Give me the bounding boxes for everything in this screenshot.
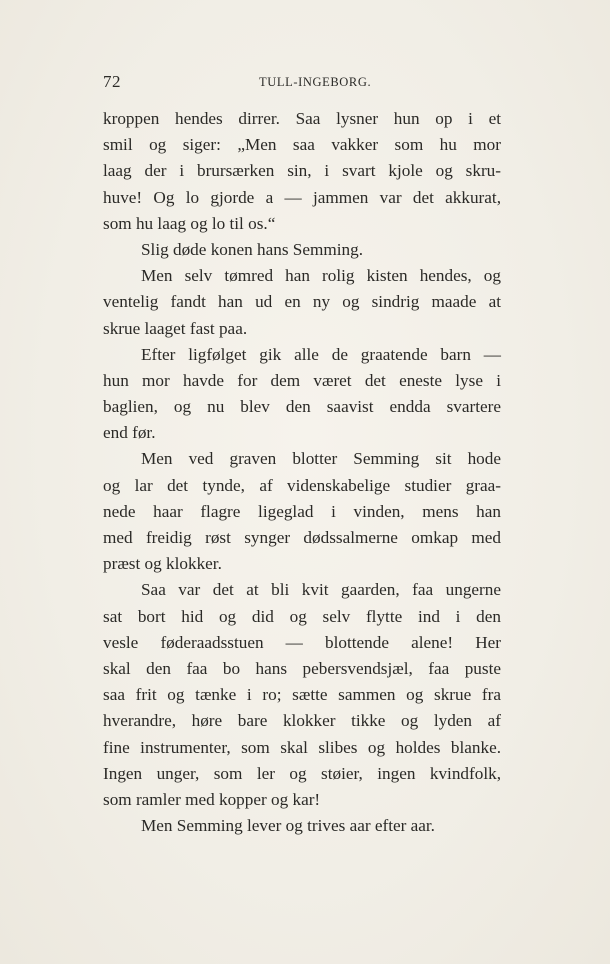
text-line: Saa var det at bli kvit gaarden, faa ungerne — [141, 580, 501, 600]
paragraph — [103, 446, 501, 577]
text-line: som hu laag og lo til os.“ — [103, 213, 276, 233]
text-line: som ramler med kopper og kar! — [103, 789, 321, 809]
text-line: Efter ligfølget gik alle de graatende barn — — [141, 344, 501, 364]
text-line: sat bort hid og did og selv flytte ind i den — [103, 606, 501, 626]
text-line: nede haar flagre ligeglad i vinden, mens han — [103, 501, 501, 521]
text-line: Men ved graven blotter Semming sit hode — [141, 449, 501, 469]
text-line: Slig døde konen hans Semming. — [141, 239, 363, 259]
paragraph — [103, 263, 501, 342]
text-line: med freidig røst synger dødssalmerne omkap med — [103, 528, 501, 547]
text-line: huve! Og lo gjorde a — jammen var det akkurat, — [103, 187, 501, 207]
paragraph — [103, 237, 501, 263]
text-line: ventelig fandt han ud en ny og sindrig maade at — [103, 292, 501, 312]
text-line: præst og klokker. — [103, 554, 222, 574]
text-line: Men Semming lever og trives aar efter aar. — [141, 816, 435, 836]
text-line: hun mor havde for dem været det eneste lyse i — [103, 370, 501, 390]
text-line: kroppen hendes dirrer. Saa lysner hun op i et — [103, 109, 501, 128]
text-line: end før. — [103, 423, 156, 443]
text-line: vesle føderaadsstuen — blottende alene! Her — [103, 632, 501, 652]
text-line: laag der i brursærken sin, i svart kjole og skru- — [103, 161, 501, 181]
text-line: Ingen unger, som ler og støier, ingen kvindfolk, — [103, 763, 501, 783]
text-line: hverandre, høre bare klokker tikke og lyden af — [103, 711, 501, 731]
text-line: skrue laaget fast paa. — [103, 318, 248, 338]
text-line: smil og siger: „Men saa vakker som hu mor — [103, 135, 501, 155]
text-line: fine instrumenter, som skal slibes og holdes blanke. — [103, 737, 501, 757]
running-title: TULL-INGEBORG. — [259, 75, 372, 89]
paragraph — [103, 106, 501, 237]
text-line: og lar det tynde, af videnskabelige studier graa- — [103, 475, 501, 495]
text-line: skal den faa bo hans pebersvendsjæl, faa puste — [103, 658, 501, 678]
text-line: Men selv tømred han rolig kisten hendes, og — [141, 266, 501, 286]
page-number: 72 — [103, 72, 121, 91]
paragraph — [103, 577, 501, 813]
page-header — [103, 72, 503, 94]
paragraph — [103, 813, 501, 839]
paragraph — [103, 342, 501, 447]
body-text — [103, 106, 501, 839]
text-line: baglien, og nu blev den saavist endda svartere — [103, 397, 501, 417]
text-line: saa frit og tænke i ro; sætte sammen og skrue fra — [103, 685, 501, 705]
